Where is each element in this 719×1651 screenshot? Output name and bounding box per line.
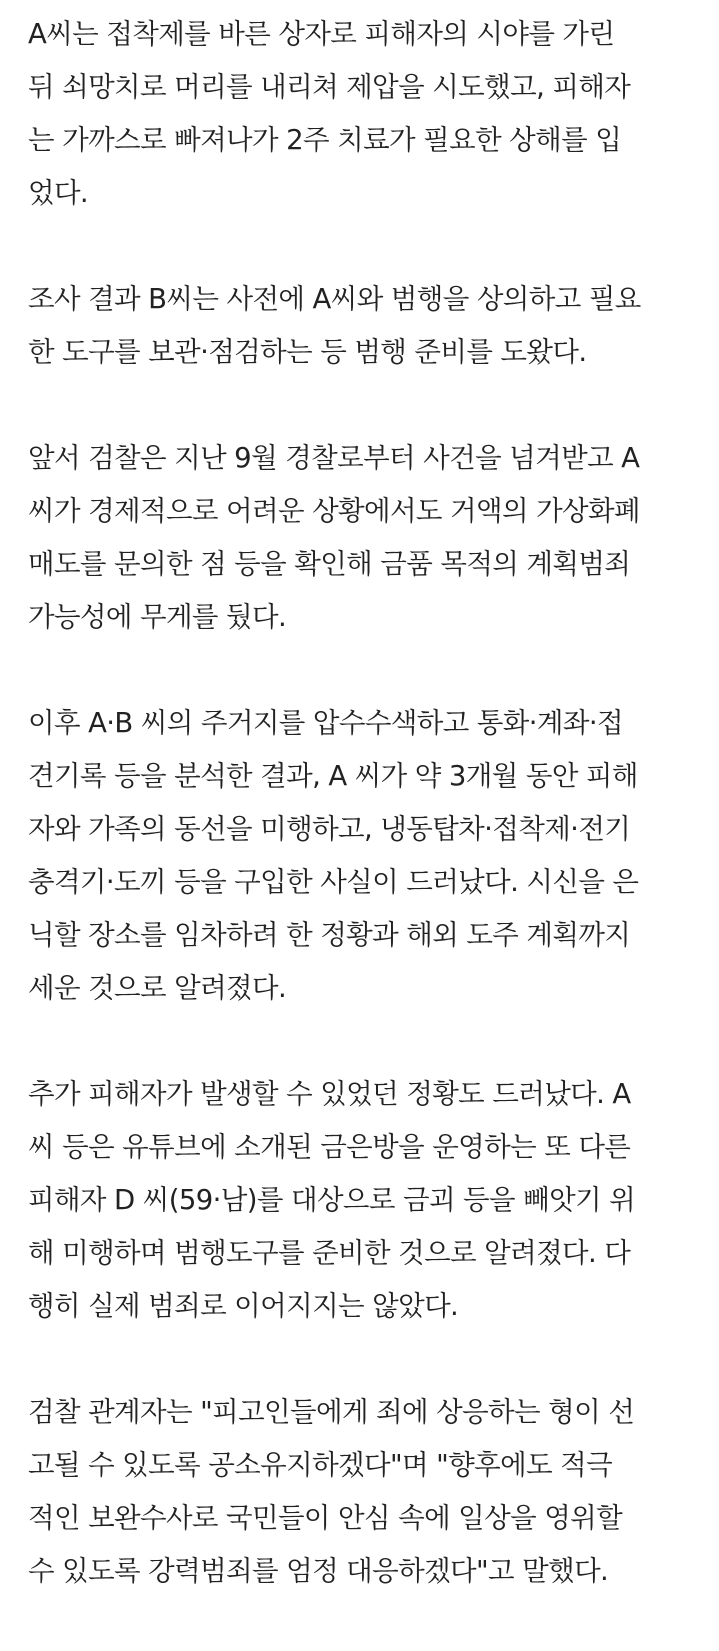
paragraph-line: 이후 A·B 씨의 주거지를 압수수색하고 통화·계좌·접 [28, 707, 623, 739]
paragraph-5 [28, 1068, 698, 1333]
paragraph-1 [28, 8, 698, 220]
paragraph-line: 충격기·도끼 등을 구입한 사실이 드러났다. 시신을 은 [28, 866, 639, 898]
paragraph-4 [28, 697, 698, 1015]
paragraph-line: 가능성에 무게를 뒀다. [28, 601, 287, 633]
paragraph-line: 앞서 검찰은 지난 9월 경찰로부터 사건을 넘겨받고 A [28, 442, 640, 474]
paragraph-line: 해 미행하며 범행도구를 준비한 것으로 알려졌다. 다 [28, 1237, 631, 1269]
paragraph-6 [28, 1386, 698, 1598]
paragraph-line: 세운 것으로 알려졌다. [28, 972, 287, 1004]
paragraph-line: 는 가까스로 빠져나가 2주 치료가 필요한 상해를 입 [28, 124, 622, 156]
paragraph-line: 행히 실제 범죄로 이어지지는 않았다. [28, 1290, 459, 1322]
paragraph-2 [28, 273, 698, 379]
paragraph-line: 추가 피해자가 발생할 수 있었던 정황도 드러났다. A [28, 1078, 631, 1110]
paragraph-line: 자와 가족의 동선을 미행하고, 냉동탑차·접착제·전기 [28, 813, 631, 845]
paragraph-line: 한 도구를 보관·점검하는 등 범행 준비를 도왔다. [28, 336, 587, 368]
paragraph-line: 씨 등은 유튜브에 소개된 금은방을 운영하는 또 다른 [28, 1131, 631, 1163]
article-body [28, 8, 698, 1651]
paragraph-line: 매도를 문의한 점 등을 확인해 금품 목적의 계획범죄 [28, 548, 631, 580]
paragraph-line: A씨는 접착제를 바른 상자로 피해자의 시야를 가린 [28, 18, 615, 50]
paragraph-line: 적인 보완수사로 국민들이 안심 속에 일상을 영위할 [28, 1502, 623, 1534]
paragraph-line: 뒤 쇠망치로 머리를 내리쳐 제압을 시도했고, 피해자 [28, 71, 631, 103]
paragraph-line: 견기록 등을 분석한 결과, A 씨가 약 3개월 동안 피해 [28, 760, 638, 792]
paragraph-line: 피해자 D 씨(59·남)를 대상으로 금괴 등을 빼앗기 위 [28, 1184, 636, 1216]
paragraph-line: 검찰 관계자는 "피고인들에게 죄에 상응하는 형이 선 [28, 1396, 635, 1428]
paragraph-line: 닉할 장소를 임차하려 한 정황과 해외 도주 계획까지 [28, 919, 631, 951]
paragraph-line: 씨가 경제적으로 어려운 상황에서도 거액의 가상화폐 [28, 495, 640, 527]
paragraph-line: 수 있도록 강력범죄를 엄정 대응하겠다"고 말했다. [28, 1555, 609, 1587]
paragraph-3 [28, 432, 698, 644]
paragraph-line: 었다. [28, 177, 89, 209]
paragraph-line: 고될 수 있도록 공소유지하겠다"며 "향후에도 적극 [28, 1449, 613, 1481]
paragraph-line: 조사 결과 B씨는 사전에 A씨와 범행을 상의하고 필요 [28, 283, 641, 315]
